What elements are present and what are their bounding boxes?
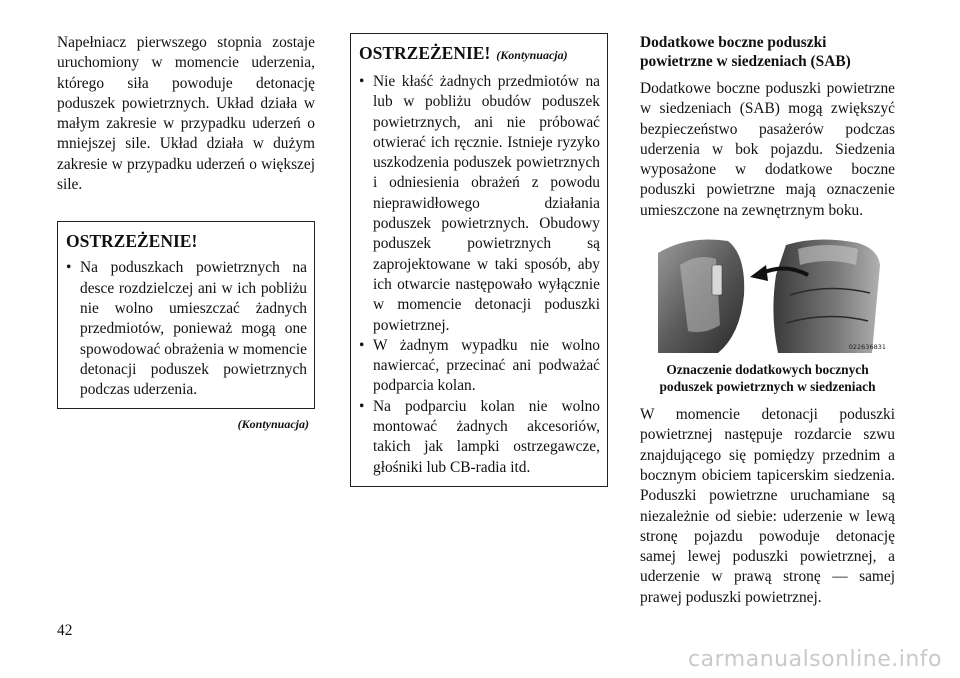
- bullet-icon: •: [66, 259, 72, 277]
- warning-item-text: Na podparciu kolan nie wolno montować żadnych akcesoriów, takich jak lampki ostrzegawcze, głośniki lub CB-radia itd.: [373, 397, 600, 476]
- section-heading: Dodatkowe boczne poduszki powietrzne w siedzeniach (SAB): [640, 34, 851, 70]
- continued-label: (Kontynuacja): [496, 48, 568, 62]
- intro-paragraph: Napełniacz pierwszego stopnia zostaje uruchomiony w momencie uderzenia, którego siła powoduje detonację poduszek powietrznych. Układ działa w małym zakresie w przypadku uderzeń o mniejszej sile. Układ działa w dużym zakresie w przypadku uderzeń o większej sile.: [57, 34, 315, 194]
- seat-illustration: [658, 235, 890, 353]
- continued-note: (Kontynuacja): [237, 417, 309, 432]
- warning-item: [66, 258, 307, 400]
- column-left: [57, 33, 315, 432]
- warning-item: [359, 336, 600, 397]
- warning-list: [66, 258, 307, 400]
- warning-item-text: Na poduszkach powietrznych na desce rozdzielczej ani w ich pobliżu nie wolno umieszczać żadnych przedmiotów, ponieważ mogą one spowodować obrażenia w momencie detonacji poduszek powietrznych podczas uderzenia.: [80, 259, 307, 399]
- warning-box: [57, 221, 315, 409]
- warning-item: [359, 72, 600, 336]
- warning-list: [359, 72, 600, 478]
- column-middle: [350, 33, 608, 487]
- warning-item-text: Nie kłaść żadnych przedmiotów na lub w pobliżu obudów poduszek powietrznych, ani nie próbować otwierać ich ręcznie. Istnieje ryzyko uszkodzenia poduszek powietrznych i odniesienia obrażeń z powodu nieprawidłowego działania poduszek powietrznych. Obudowy poduszek powietrznych są zaprojektowane w taki sposób, aby ich otwarcie następowało wyłącznie w momencie detonacji poduszki powietrznej.: [373, 73, 600, 334]
- warning-title: [359, 42, 600, 66]
- section-paragraph-2: W momencie detonacji poduszki powietrznej następuje rozdarcie szwu znajdującego się pomiędzy przednim a bocznym obiciem tapicerskim siedzenia. Poduszki powietrzne uruchamiane są niezależnie od siebie: uderzenie w lewą stronę pojazdu powoduje detonację samej lewej poduszki powietrznej, a uderzenie w prawą stronę — samej prawej poduszki powietrznej.: [640, 406, 895, 606]
- column-right: [640, 33, 895, 608]
- bullet-icon: •: [359, 73, 365, 90]
- watermark: carmanualsonline.info: [688, 647, 942, 672]
- warning-title: OSTRZEŻENIE!: [66, 231, 198, 252]
- warning-item: [359, 397, 600, 478]
- page-number: 42: [57, 622, 73, 639]
- bullet-icon: •: [359, 397, 365, 415]
- sab-label-tag: [712, 265, 722, 295]
- warning-item-text: W żadnym wypadku nie wolno nawiercać, przecinać ani podważać podparcia kolan.: [373, 336, 600, 395]
- figure-caption: Oznaczenie dodatkowych bocznych poduszek powietrznych w siedzeniach: [659, 362, 876, 395]
- bullet-icon: •: [359, 336, 365, 354]
- warning-box-continued: [350, 33, 608, 487]
- warning-title-text: OSTRZEŻENIE!: [359, 43, 491, 63]
- figure-code: 022636831: [848, 343, 886, 352]
- seat-airbag-figure: [658, 235, 890, 353]
- section-paragraph: Dodatkowe boczne poduszki powietrzne w siedzeniach (SAB) mogą zwiększyć bezpieczeństwo pasażerów podczas uderzenia w bok pojazdu. Siedzenia wyposażone w dodatkowe boczne poduszki powietrzne mają oznaczenie umieszczone na zewnętrznym boku.: [640, 80, 895, 219]
